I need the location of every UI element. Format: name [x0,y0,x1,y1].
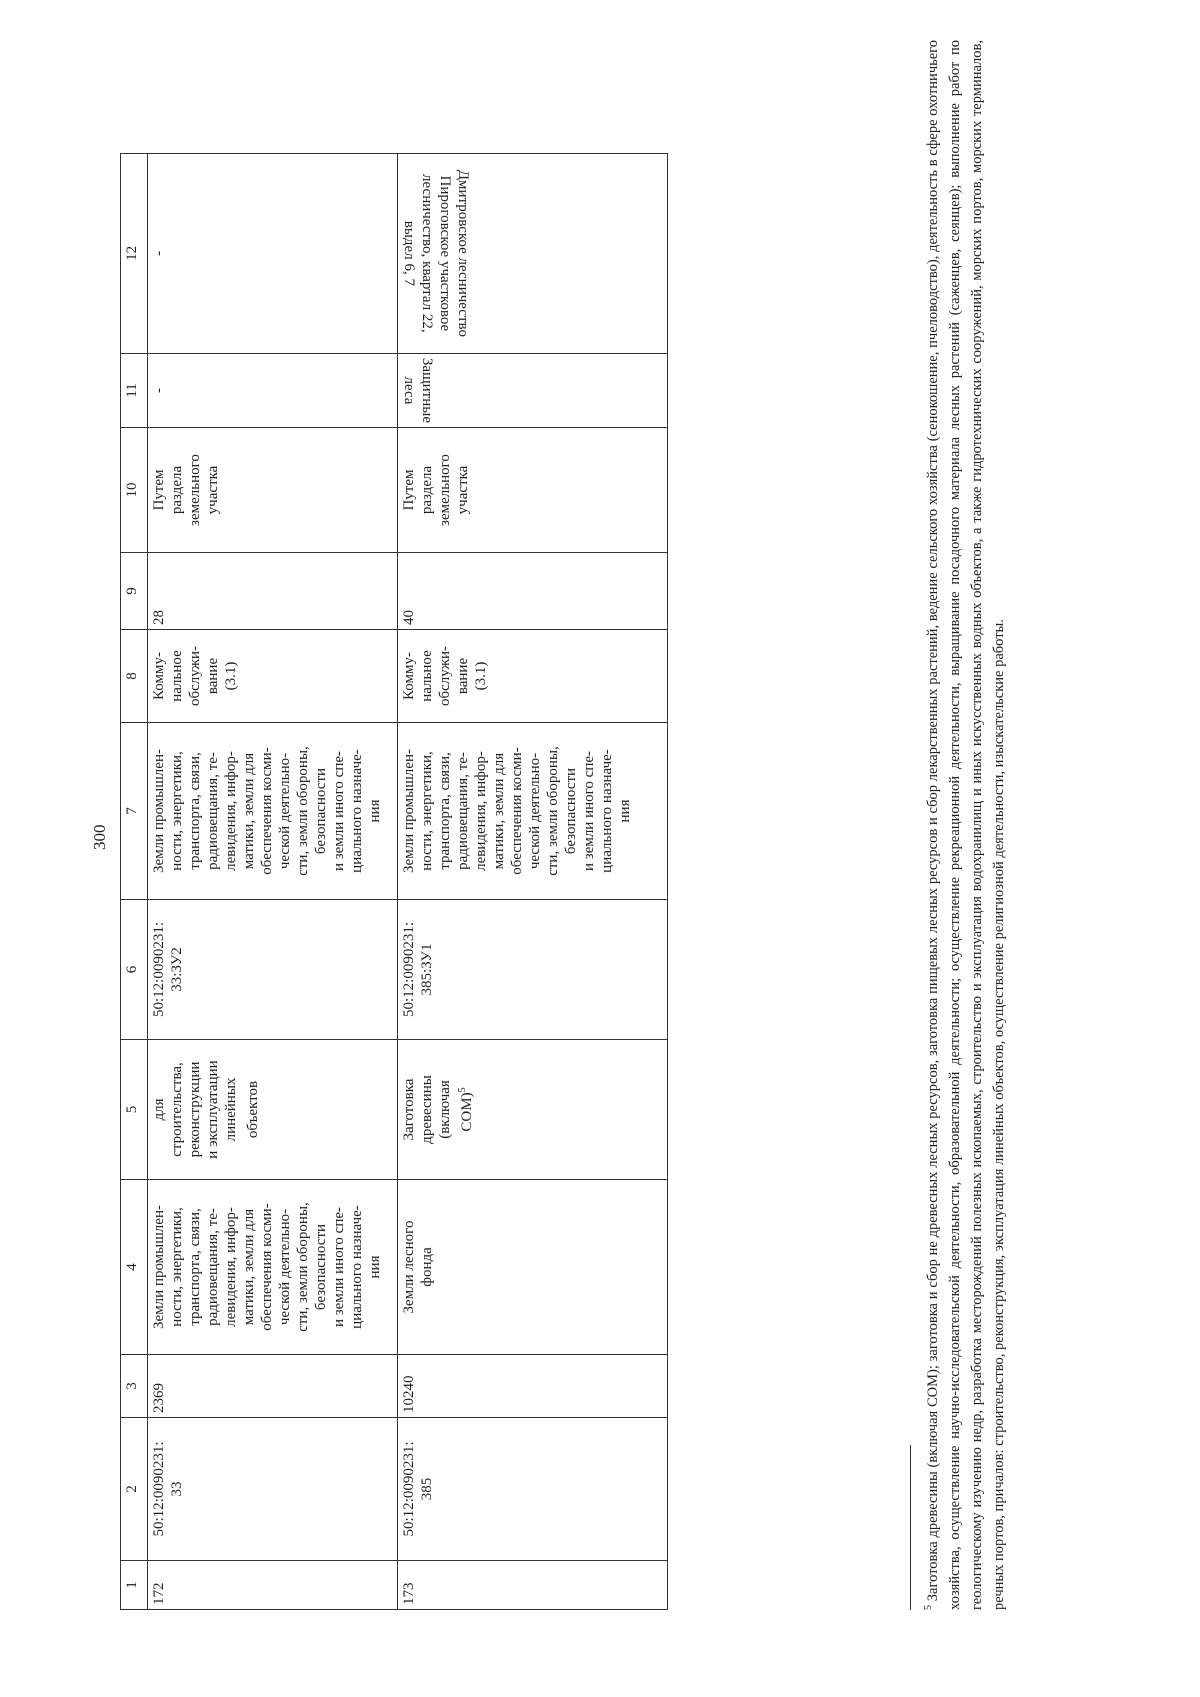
col-header-4: 4 [121,1180,148,1355]
cell-new-cadastral-number: 50:12:0090231: 385:ЗУ1 [398,900,668,1040]
footnote [918,40,1010,1610]
col-header-8: 8 [121,630,148,723]
cell-forest-category: - [148,353,398,427]
footnote-mark: 5 [923,1605,934,1610]
cell-new-permitted-use: Комму- нальное обслужи- вание (3.1) [148,630,398,723]
cell-forest-category-protective [398,353,668,427]
cell-permitted-use [398,1040,668,1180]
cell-land-category: Земли лесного фонда [398,1180,668,1355]
cell-number: 173 [398,1561,668,1610]
land-plot-table [120,153,668,1610]
table-row [398,153,668,1609]
col-header-3: 3 [121,1355,148,1418]
cell-number: 172 [148,1561,398,1610]
table-row [148,153,398,1609]
cell-cadastral-number: 50:12:0090231: 33 [148,1418,398,1561]
cell-formation-method: Путем раздела земельного участка [148,428,398,553]
page-number: 300 [90,824,109,850]
cell-new-cadastral-number: 50:12:0090231: 33:ЗУ2 [148,900,398,1040]
col-header-10: 10 [121,428,148,553]
cell-new-area: 28 [148,553,398,630]
col-header-7: 7 [121,723,148,900]
cell-new-land-category: Земли промышлен- ности, энергетики, транспорта, связи, радиовещания, те- левидения, инфор- матики, земли для обеспечения косми- ческой деятельно- сти, земли обороны, безопасности и земли иного спе- циального назначе- ния [398,723,668,900]
cell-location: - [148,153,398,353]
cell-formation-method: Путем раздела земельного участка [398,428,668,553]
table-header-row [121,153,148,1609]
cell-land-category: Земли промышлен- ности, энергетики, транспорта, связи, радиовещания, те- левидения, инфор- матики, земли для обеспечения косми- ческой деятельно- сти, земли обороны, безопасности и земли иного спе- циального назначе- ния [148,1180,398,1355]
cell-area: 2369 [148,1355,398,1418]
forestry-location-text: Дмитровское лесничество Пироговское участковое лесничество, квартал 22, выдел 6, 7 [401,169,471,338]
footnote-text: Заготовка древесины (включая СОМ); заготовка и сбор не древесных лесных ресурсов, заготовка пищевых лесных ресурсов и сбор лекарственных растений, ведение сельского хозяйства (сенокошение, пчеловодство), деятельность в сфере охотничьего хозяйства, осуществление научно-исследовательской деятельности, образовательной деятельности; осуществление рекреационной деятельности, выращивание посадочного материала лесных растений (саженцев, сеянцев); выполнение работ по геологическому изучению недр, разработка месторождений полезных ископаемых, строительство и эксплуатация водохранилищ и иных искусственных водных объектов, а также гидротехнических сооружений, морских портов, морских терминалов, речных портов, причалов: строительство, реконструкция, эксплуатация линейных объектов, осуществление религиозной деятельности, изыскательские работы. [924,40,1007,1610]
cell-new-area: 40 [398,553,668,630]
rotated-document-sheet [50,20,1150,1640]
cell-new-land-category: Земли промышлен- ности, энергетики, транспорта, связи, радиовещания, те- левидения, инфор- матики, земли для обеспечения косми- ческой деятельно- сти, земли обороны, безопасности и земли иного спе- циального назначе- ния [148,723,398,900]
permitted-use-text: Заготовка древесины (включая СОМ) [401,1075,475,1144]
forest-category-text: Защитные леса [401,357,435,423]
cell-cadastral-number: 50:12:0090231: 385 [398,1418,668,1561]
col-header-11: 11 [121,353,148,427]
col-header-12: 12 [121,153,148,353]
cell-area: 10240 [398,1355,668,1418]
cell-permitted-use [148,1040,398,1180]
footnote-divider [910,1445,911,1610]
permitted-use-text: для строительства, реконструкции и эксплуатации линейных объектов [151,1060,261,1159]
cell-location-forestry [398,153,668,353]
col-header-1: 1 [121,1561,148,1610]
cell-new-permitted-use: Комму- нальное обслужи- вание (3.1) [398,630,668,723]
col-header-9: 9 [121,553,148,630]
col-header-5: 5 [121,1040,148,1180]
col-header-6: 6 [121,900,148,1040]
footnote-ref: 5 [457,1087,468,1093]
col-header-2: 2 [121,1418,148,1561]
